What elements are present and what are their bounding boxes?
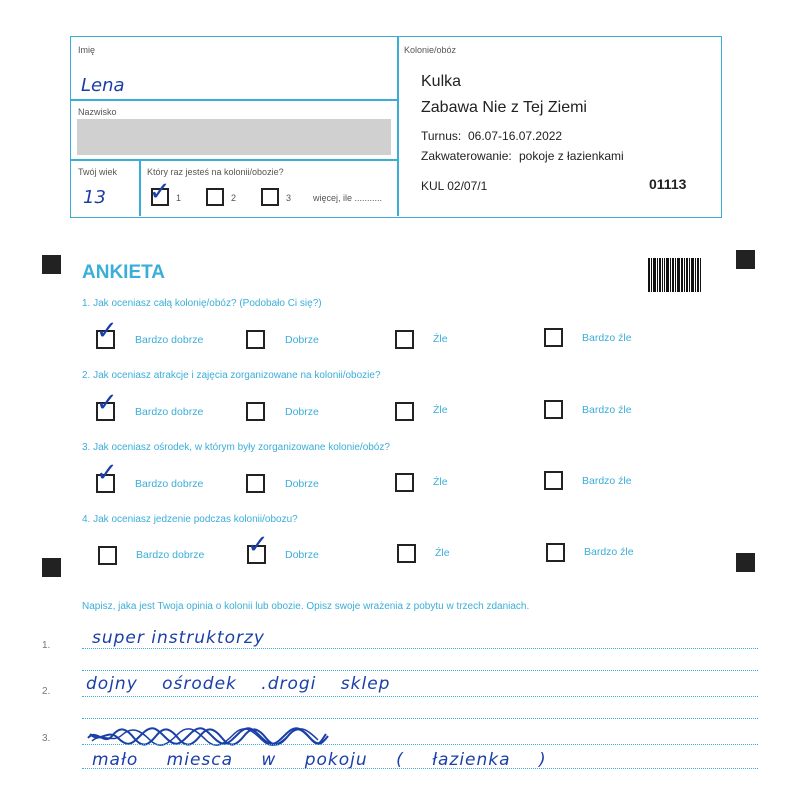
- registration-mark: [42, 255, 61, 274]
- option-label: Bardzo źle: [582, 332, 632, 344]
- visit-count-more: więcej, ile ...........: [313, 193, 383, 203]
- option-label: Źle: [433, 476, 448, 488]
- question-text: 3. Jak oceniasz ośrodek, w którym były zorganizowane kolonie/obóz?: [82, 442, 390, 453]
- dotted-line: [82, 768, 758, 769]
- question-text: 4. Jak oceniasz jedzenie podczas kolonii/obozu?: [82, 514, 298, 525]
- checkmark-icon: ✓: [96, 316, 118, 346]
- camp-title: Zabawa Nie z Tej Ziemi: [421, 99, 587, 116]
- option-label: Źle: [433, 333, 448, 345]
- option-checkbox[interactable]: [246, 330, 265, 349]
- checkmark-icon: ✓: [149, 177, 171, 207]
- option-label: Dobrze: [285, 478, 319, 490]
- form-number: 01113: [649, 176, 687, 192]
- camp-code: KUL 02/07/1: [421, 179, 488, 193]
- option-checkbox[interactable]: [544, 400, 563, 419]
- first-name-value[interactable]: Lena: [81, 75, 125, 96]
- accommodation-label: Zakwaterowanie:: [421, 149, 512, 163]
- age-label: Twój wiek: [78, 167, 118, 177]
- camp-info-form: [70, 36, 722, 218]
- checkmark-icon: ✓: [247, 530, 269, 560]
- checkmark-icon: ✓: [96, 388, 118, 418]
- option-label: Bardzo źle: [584, 546, 634, 558]
- option-label: Źle: [435, 547, 450, 559]
- option-checkbox[interactable]: [246, 402, 265, 421]
- visit-count-checkbox-2[interactable]: [206, 188, 224, 206]
- divider: [139, 159, 141, 216]
- turnus-label: Turnus:: [421, 129, 462, 143]
- option-checkbox[interactable]: [246, 474, 265, 493]
- option-checkbox[interactable]: [544, 328, 563, 347]
- option-checkbox[interactable]: [98, 546, 117, 565]
- turnus-value: 06.07-16.07.2022: [468, 129, 563, 143]
- option-label: Dobrze: [285, 549, 319, 561]
- line-number: 2.: [42, 686, 51, 697]
- visit-count-checkbox-3[interactable]: [261, 188, 279, 206]
- option-checkbox[interactable]: [395, 473, 414, 492]
- visit-count-option: 3: [286, 193, 292, 203]
- age-value[interactable]: 13: [83, 187, 106, 208]
- question-text: 1. Jak oceniasz całą kolonię/obóz? (Podobało Ci się?): [82, 298, 322, 309]
- question-text: 2. Jak oceniasz atrakcje i zajęcia zorganizowane na kolonii/obozie?: [82, 370, 381, 381]
- option-label: Dobrze: [285, 334, 319, 346]
- divider: [71, 99, 398, 101]
- dotted-line: [82, 744, 758, 745]
- dotted-line: [82, 670, 758, 671]
- camp-name: Kulka: [421, 73, 462, 90]
- option-label: Źle: [433, 404, 448, 416]
- dotted-line: [82, 696, 758, 697]
- redacted-last-name: [77, 119, 391, 155]
- line-number: 3.: [42, 733, 51, 744]
- registration-mark: [42, 558, 61, 577]
- camp-label: Kolonie/obóz: [404, 45, 457, 55]
- option-label: Bardzo dobrze: [135, 406, 204, 418]
- registration-mark: [736, 250, 755, 269]
- divider: [71, 159, 398, 161]
- dotted-line: [82, 718, 758, 719]
- visit-count-label: Który raz jesteś na kolonii/obozie?: [147, 167, 284, 177]
- last-name-label: Nazwisko: [78, 107, 117, 117]
- option-label: Bardzo źle: [582, 404, 632, 416]
- opinion-prompt: Napisz, jaka jest Twoja opinia o kolonii lub obozie. Opisz swoje wrażenia z pobytu w trzech zdaniach.: [82, 601, 530, 612]
- option-checkbox[interactable]: [397, 544, 416, 563]
- option-checkbox[interactable]: [546, 543, 565, 562]
- visit-count-option: 2: [231, 193, 237, 203]
- survey-title: ANKIETA: [82, 262, 166, 283]
- option-label: Bardzo źle: [582, 475, 632, 487]
- option-label: Bardzo dobrze: [135, 478, 204, 490]
- first-name-label: Imię: [78, 45, 96, 55]
- opinion-line-2[interactable]: dojny ośrodek .drogi sklep: [86, 674, 391, 694]
- option-label: Dobrze: [285, 406, 319, 418]
- opinion-line-3[interactable]: mało miesca w pokoju ( łazienka ): [92, 750, 547, 770]
- divider: [397, 37, 399, 216]
- option-checkbox[interactable]: [395, 402, 414, 421]
- option-label: Bardzo dobrze: [135, 334, 204, 346]
- option-label: Bardzo dobrze: [136, 549, 205, 561]
- option-checkbox[interactable]: [395, 330, 414, 349]
- checkmark-icon: ✓: [96, 458, 118, 488]
- registration-mark: [736, 553, 755, 572]
- barcode: [648, 258, 704, 292]
- dotted-line: [82, 648, 758, 649]
- accommodation-value: pokoje z łazienkami: [519, 149, 624, 163]
- option-checkbox[interactable]: [544, 471, 563, 490]
- visit-count-option: 1: [176, 193, 182, 203]
- line-number: 1.: [42, 640, 51, 651]
- opinion-line-1[interactable]: super instruktorzy: [92, 628, 265, 648]
